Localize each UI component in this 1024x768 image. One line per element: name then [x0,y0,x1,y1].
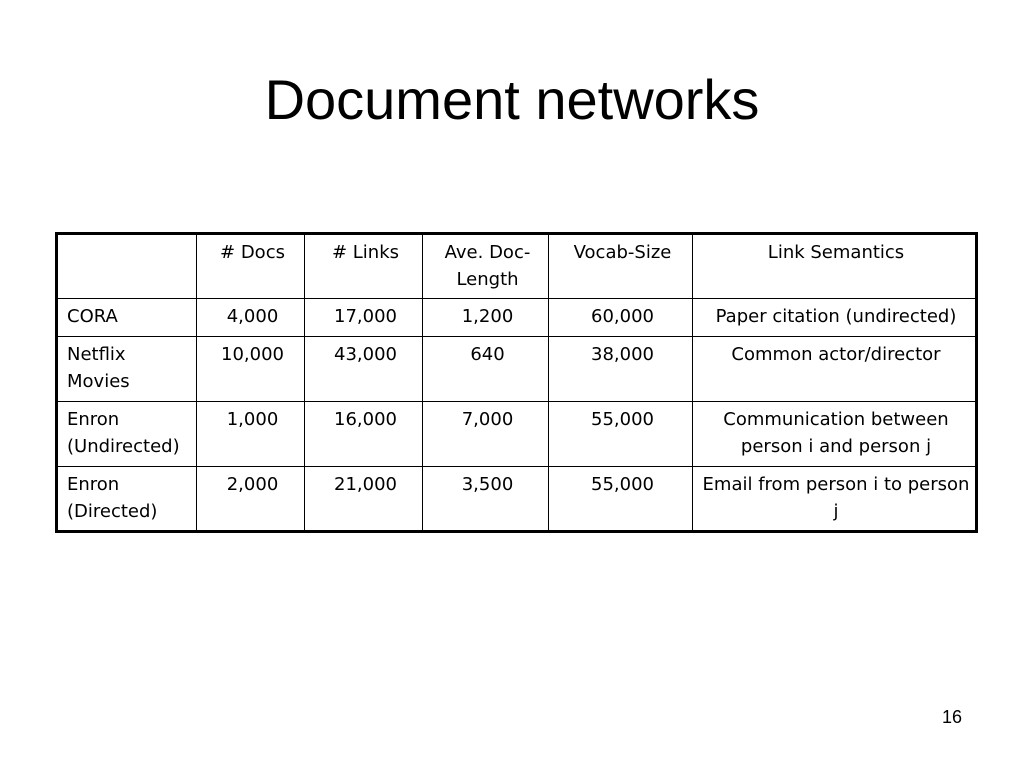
cell-ave-doc-length: 1,200 [423,299,549,337]
cell-docs: 2,000 [197,467,305,532]
cell-link-semantics: Email from person i to person j [693,467,977,532]
header-cell-links: # Links [305,234,423,299]
table-row [57,299,977,337]
table-row [57,467,977,532]
page-number: 16 [941,707,962,727]
table-header-row [57,234,977,299]
cell-links: 43,000 [305,337,423,402]
table-row [57,402,977,467]
cell-vocab-size: 55,000 [549,402,693,467]
cell-link-semantics: Common actor/director [693,337,977,402]
document-networks-table [55,232,978,533]
cell-dataset: Enron (Undirected) [57,402,197,467]
cell-link-semantics: Communication between person i and person j [693,402,977,467]
cell-dataset: CORA [57,299,197,337]
cell-vocab-size: 38,000 [549,337,693,402]
cell-links: 16,000 [305,402,423,467]
cell-ave-doc-length: 640 [423,337,549,402]
cell-vocab-size: 55,000 [549,467,693,532]
cell-dataset: Netflix Movies [57,337,197,402]
cell-links: 21,000 [305,467,423,532]
slide-title: Document networks [264,68,760,131]
cell-docs: 1,000 [197,402,305,467]
header-cell-empty [57,234,197,299]
cell-docs: 4,000 [197,299,305,337]
header-cell-link-semantics: Link Semantics [693,234,977,299]
cell-ave-doc-length: 3,500 [423,467,549,532]
cell-dataset: Enron (Directed) [57,467,197,532]
header-cell-vocab-size: Vocab-Size [549,234,693,299]
header-cell-docs: # Docs [197,234,305,299]
cell-ave-doc-length: 7,000 [423,402,549,467]
cell-docs: 10,000 [197,337,305,402]
cell-link-semantics: Paper citation (undirected) [693,299,977,337]
header-cell-ave-doc-length: Ave. Doc-Length [423,234,549,299]
table-row [57,337,977,402]
cell-vocab-size: 60,000 [549,299,693,337]
cell-links: 17,000 [305,299,423,337]
